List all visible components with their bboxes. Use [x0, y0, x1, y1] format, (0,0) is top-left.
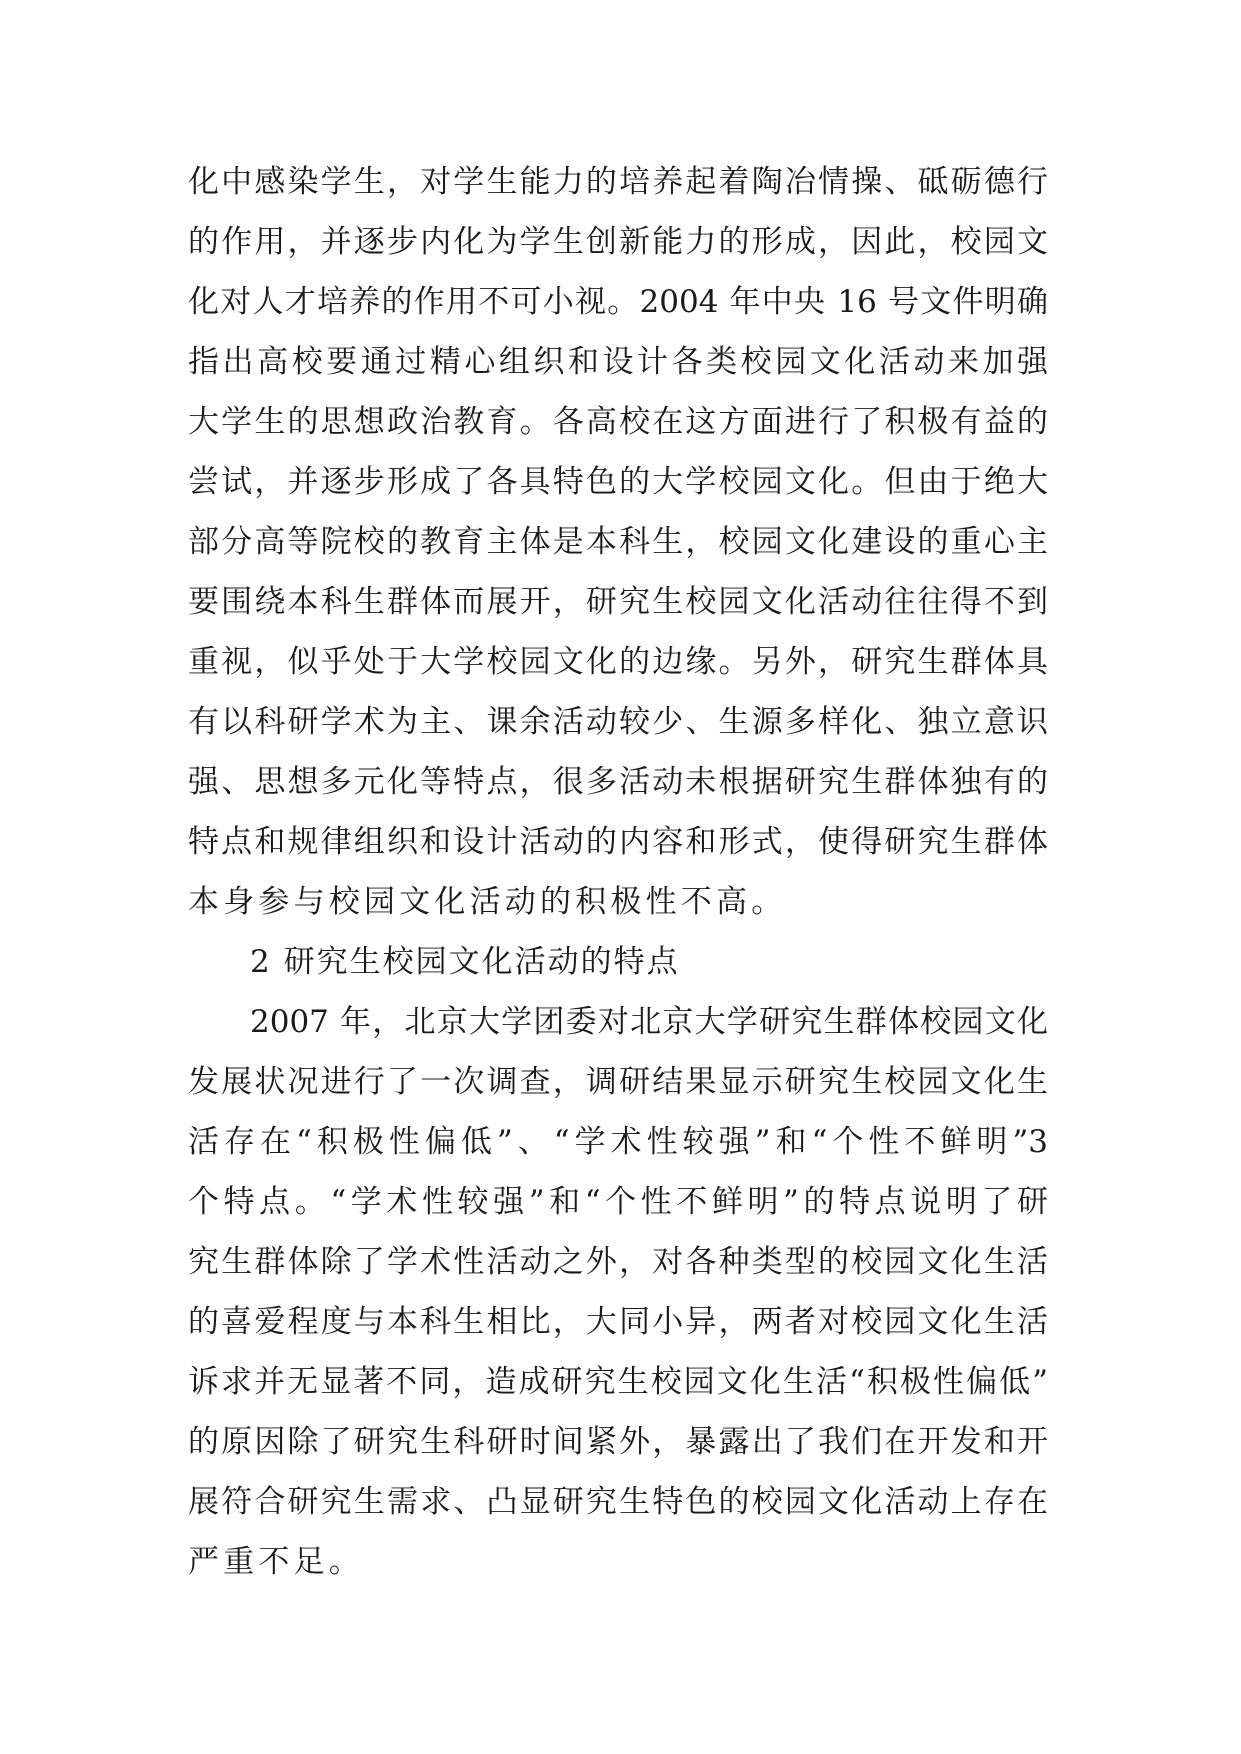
text-line: 特点和规律组织和设计活动的内容和形式，使得研究生群体 — [188, 824, 1048, 860]
paragraph-2 — [188, 992, 1048, 1592]
text-line: 化对人才培养的作用不可小视。2004 年中央 16 号文件明确 — [188, 284, 1048, 320]
text-line: 部分高等院校的教育主体是本科生，校园文化建设的重心主 — [188, 524, 1048, 560]
text-line: 本身参与校园文化活动的积极性不高。 — [188, 884, 787, 920]
text-line: 的原因除了研究生科研时间紧外，暴露出了我们在开发和开 — [188, 1424, 1048, 1460]
heading-text: 2 研究生校园文化活动的特点 — [250, 944, 680, 980]
text-line: 大学生的思想政治教育。各高校在这方面进行了积极有益的 — [188, 404, 1048, 440]
text-line: 诉求并无显著不同，造成研究生校园文化生活“积极性偏低” — [188, 1364, 1048, 1400]
text-line: 究生群体除了学术性活动之外，对各种类型的校园文化生活 — [188, 1244, 1048, 1280]
text-line: 2007 年，北京大学团委对北京大学研究生群体校园文化 — [250, 1004, 1048, 1040]
text-line: 重视，似乎处于大学校园文化的边缘。另外，研究生群体具 — [188, 644, 1048, 680]
text-line: 有以科研学术为主、课余活动较少、生源多样化、独立意识 — [188, 704, 1048, 740]
text-line: 严重不足。 — [188, 1544, 364, 1580]
text-line: 强、思想多元化等特点，很多活动未根据研究生群体独有的 — [188, 764, 1048, 800]
text-line: 展符合研究生需求、凸显研究生特色的校园文化活动上存在 — [188, 1484, 1048, 1520]
text-line: 的喜爱程度与本科生相比，大同小异，两者对校园文化生活 — [188, 1304, 1048, 1340]
text-line: 尝试，并逐步形成了各具特色的大学校园文化。但由于绝大 — [188, 464, 1048, 500]
text-line: 的作用，并逐步内化为学生创新能力的形成，因此，校园文 — [188, 224, 1048, 260]
text-line: 要围绕本科生群体而展开，研究生校园文化活动往往得不到 — [188, 584, 1048, 620]
document-body — [188, 152, 1048, 1592]
section-heading — [188, 932, 1048, 992]
text-line: 个特点。“学术性较强”和“个性不鲜明”的特点说明了研 — [188, 1184, 1048, 1220]
text-line: 发展状况进行了一次调查，调研结果显示研究生校园文化生 — [188, 1064, 1048, 1100]
paragraph-1 — [188, 152, 1048, 932]
text-line: 化中感染学生，对学生能力的培养起着陶冶情操、砥砺德行 — [188, 164, 1048, 200]
text-line: 指出高校要通过精心组织和设计各类校园文化活动来加强 — [188, 344, 1048, 380]
text-line: 活存在“积极性偏低”、“学术性较强”和“个性不鲜明”3 — [188, 1124, 1048, 1160]
